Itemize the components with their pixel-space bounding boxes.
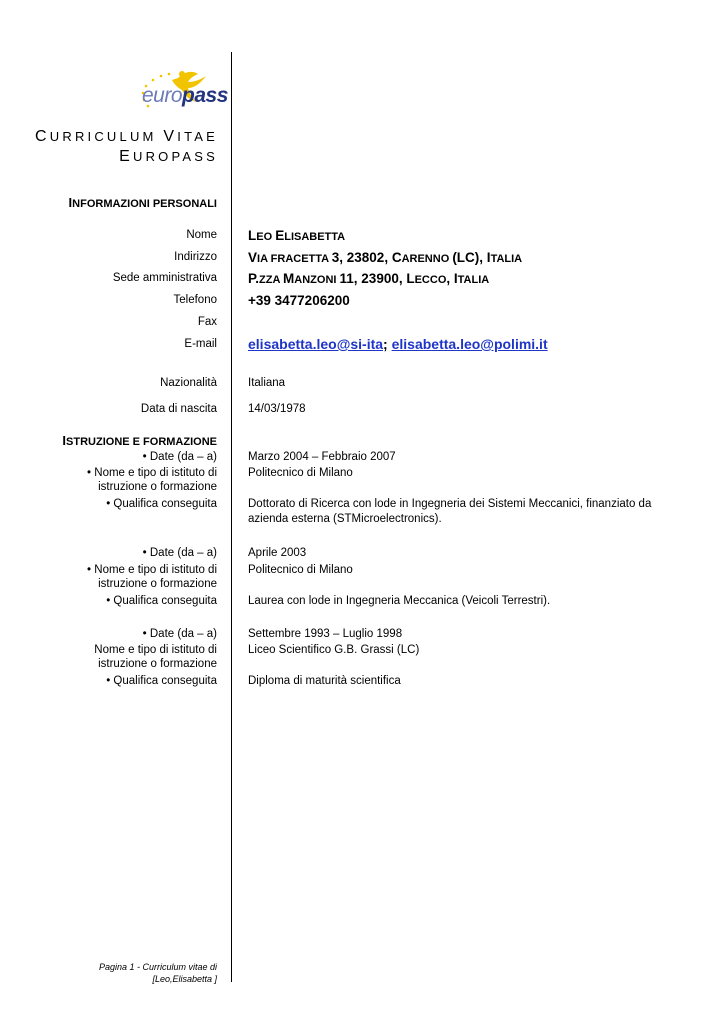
label-qualifica-2: • Qualifica conseguita [106, 595, 217, 607]
value-nome: LEO ELISABETTA [248, 228, 346, 243]
section-personal-info: INFORMAZIONI PERSONALI [68, 195, 217, 210]
label-nome: Nome [186, 229, 217, 241]
label-institute-2: • Nome e tipo di istituto di istruzione o formazione [87, 564, 217, 590]
value-sede: P.ZZA MANZONI 11, 23900, LECCO, ITALIA [248, 271, 490, 286]
column-divider [231, 52, 232, 982]
value-email: elisabetta.leo@si-ita; elisabetta.leo@polimi.it [248, 336, 548, 352]
footer-line-2: [Leo,Elisabetta ] [152, 974, 217, 984]
label-fax: Fax [197, 316, 217, 328]
value-nazionalita: Italiana [248, 377, 286, 389]
label-date-3: • Date (da – a) [142, 628, 217, 640]
label-date-1: • Date (da – a) [142, 451, 217, 463]
label-indirizzo: Indirizzo [174, 251, 217, 263]
logo-text-euro: euro [142, 84, 183, 107]
value-institute-3: Liceo Scientifico G.B. Grassi (LC) [248, 644, 420, 656]
value-institute-1: Politecnico di Milano [248, 467, 353, 479]
value-institute-2: Politecnico di Milano [248, 564, 353, 576]
cv-title-line2: EUROPASS [119, 148, 218, 165]
value-date-3: Settembre 1993 – Luglio 1998 [248, 628, 403, 640]
label-qualifica-3: • Qualifica conseguita [106, 675, 217, 687]
label-email: E-mail [184, 338, 217, 350]
label-institute-3: Nome e tipo di istituto di istruzione o formazione [94, 644, 217, 670]
page-footer [57, 961, 217, 985]
label-telefono: Telefono [173, 294, 217, 306]
value-indirizzo: VIA FRACETTA 3, 23802, CARENNO (LC), ITALIA [248, 250, 523, 265]
footer-line-1: Pagina 1 - Curriculum vitae di [98, 962, 217, 972]
value-qualifica-2: Laurea con lode in Ingegneria Meccanica (Veicoli Terrestri). [248, 595, 551, 607]
value-data-nascita: 14/03/1978 [248, 403, 306, 415]
label-date-2: • Date (da – a) [142, 547, 217, 559]
email-link-2[interactable]: elisabetta.leo@polimi.it [391, 336, 548, 352]
value-qualifica-1: Dottorato di Ricerca con lode in Ingegneria dei Sistemi Meccanici, finanziato da azienda esterna (STMicroelectronics). [248, 498, 652, 525]
value-telefono: +39 3477206200 [248, 293, 350, 308]
label-institute-1: • Nome e tipo di istituto di istruzione o formazione [87, 467, 217, 493]
label-qualifica-1: • Qualifica conseguita [106, 498, 217, 510]
value-date-1: Marzo 2004 – Febbraio 2007 [248, 451, 396, 463]
label-nazionalita: Nazionalità [160, 377, 217, 389]
label-sede: Sede amministrativa [112, 272, 217, 284]
email-link-1[interactable]: elisabetta.leo@si-ita [248, 336, 384, 352]
label-data-nascita: Data di nascita [140, 403, 217, 415]
logo-text-pass: pass [182, 84, 228, 107]
section-education: ISTRUZIONE E FORMAZIONE [62, 433, 217, 448]
value-qualifica-3: Diploma di maturità scientifica [248, 675, 401, 687]
value-date-2: Aprile 2003 [248, 547, 307, 559]
cv-title-line1: CURRICULUM VITAE [35, 128, 218, 145]
